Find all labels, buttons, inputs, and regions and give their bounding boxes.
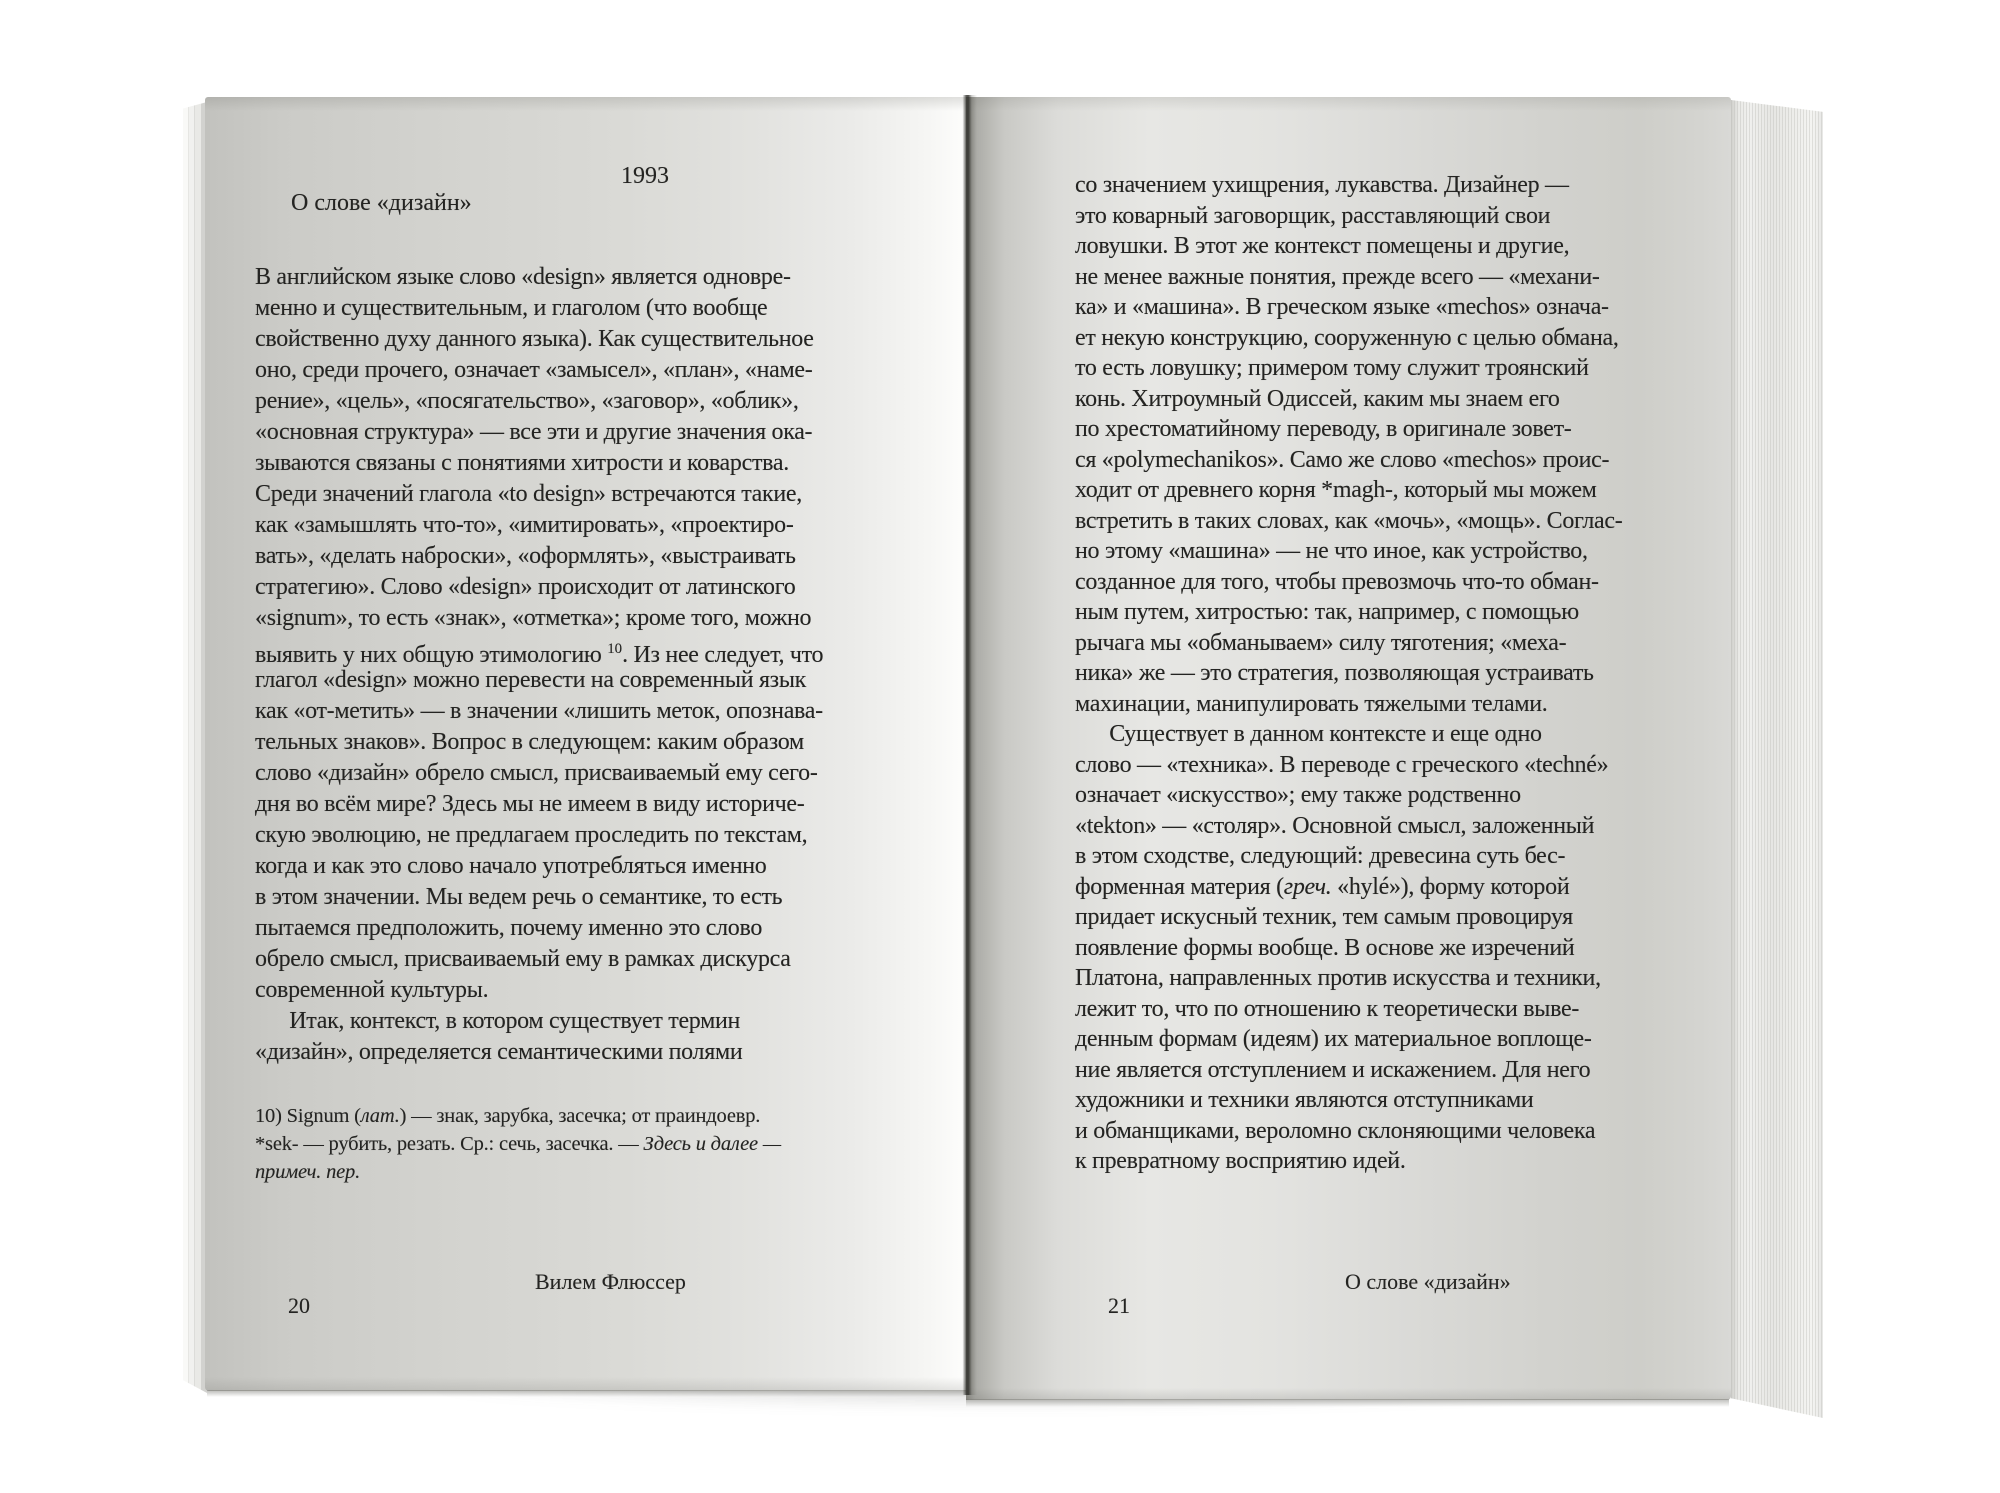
footnote-line: примеч. пер. — [255, 1161, 361, 1183]
text-line: когда и как это слово начало употребляться именно — [255, 853, 767, 879]
text-line: в этом значении. Мы ведем речь о семантике, то есть — [255, 884, 783, 910]
text-line: дня во всём мире? Здесь мы не имеем в виду историче- — [255, 791, 805, 817]
text-line: но этому «машина» — не что иное, как устройство, — [1075, 538, 1588, 564]
page-stack-right-edge — [1731, 100, 1823, 1418]
footnote-line: *sek- — рубить, резать. Ср.: сечь, засечка. — Здесь и далее — — [255, 1133, 781, 1155]
text-line: «tekton» — «столяр». Основной смысл, заложенный — [1075, 812, 1595, 839]
text-line: Итак, контекст, в котором существует термин — [255, 1008, 741, 1034]
text-line: Платона, направленных против искусства и техники, — [1075, 965, 1601, 991]
text-line: ка» и «машина». В греческом языке «mechos» означа- — [1075, 294, 1609, 320]
text-line: зываются связаны с понятиями хитрости и коварства. — [255, 450, 789, 476]
text-line: ет некую конструкцию, сооруженную с целью обмана, — [1075, 324, 1619, 351]
text-line: тельных знаков». Вопрос в следующем: каким образом — [255, 729, 804, 755]
text-line: появление формы вообще. В основе же изречений — [1075, 934, 1575, 961]
text-line: обрело смысл, присваиваемый ему в рамках дискурса — [255, 946, 791, 972]
right-page — [966, 97, 1731, 1400]
page-number-left: 20 — [288, 1293, 310, 1318]
text-line: ходит от древнего корня *magh-, который мы можем — [1075, 477, 1597, 503]
text-line: «signum», то есть «знак», «отметка»; кроме того, можно — [255, 605, 812, 631]
text-line: стратегию». Слово «design» происходит от латинского — [255, 574, 796, 600]
text-line: ся «polymechanikos». Само же слово «mechos» проис- — [1075, 446, 1610, 473]
text-line: скую эволюцию, не предлагаем проследить по текстам, — [255, 822, 808, 848]
running-head-year: 1993 — [621, 163, 669, 189]
text-line: это коварный заговорщик, расставляющий свои — [1075, 202, 1551, 229]
text-line: оно, среди прочего, означает «замысел», «план», «наме- — [255, 357, 813, 383]
text-line: пытаемся предположить, почему именно это слово — [255, 915, 763, 941]
text-line: со значением ухищрения, лукавства. Дизайнер — — [1075, 172, 1569, 198]
text-line: выявить у них общую этимологию $^{10}$. Из нее следует, что — [255, 641, 824, 668]
text-line: означает «искусство»; ему также родственно — [1075, 782, 1521, 808]
right-page-footer — [1075, 1267, 1511, 1371]
page-number-right: 21 — [1108, 1293, 1130, 1318]
running-head-title: О слове «дизайн» — [291, 190, 472, 216]
text-line: рение», «цель», «посягательство», «заговор», «облик», — [255, 388, 799, 414]
text-line: вать», «делать наброски», «оформлять», «выстраивать — [255, 543, 796, 569]
text-line: глагол «design» можно перевести на современный язык — [255, 667, 807, 693]
text-line: В английском языке слово «design» является одновре- — [255, 264, 791, 290]
left-page-body-text — [255, 262, 823, 1068]
text-line: махинации, манипулировать тяжелыми телами. — [1075, 690, 1548, 717]
text-line: созданное для того, чтобы превозмочь что-то обман- — [1075, 568, 1599, 595]
text-line: «основная структура» — все эти и другие значения ока- — [255, 419, 813, 445]
footer-author: Вилем Флюссер — [535, 1269, 686, 1294]
text-line: придает искусный техник, тем самым провоцируя — [1075, 904, 1573, 930]
text-line: «дизайн», определяется семантическими полями — [255, 1039, 743, 1065]
text-line: Среди значений глагола «to design» встречаются такие, — [255, 481, 802, 507]
text-line: ловушки. В этот же контекст помещены и другие, — [1075, 233, 1570, 259]
text-line: как «замышлять что-то», «имитировать», «проектиро- — [255, 512, 794, 538]
text-line: рычага мы «обманываем» силу тяготения; «меха- — [1075, 629, 1567, 656]
text-line: как «от-метить» — в значении «лишить меток, опознава- — [255, 698, 823, 724]
footer-title: О слове «дизайн» — [1345, 1269, 1511, 1294]
text-line: ние является отступлением и искажением. Для него — [1075, 1056, 1591, 1083]
right-page-body-text — [1075, 170, 1622, 1177]
text-line: конь. Хитроумный Одиссей, каким мы знаем его — [1075, 385, 1560, 412]
text-line: по хрестоматийному переводу, в оригинале зовет- — [1075, 416, 1572, 442]
text-line: слово «дизайн» обрело смысл, присваиваемый ему сего- — [255, 760, 818, 786]
left-page-footnote — [255, 1102, 781, 1186]
text-line: к превратному восприятию идей. — [1075, 1148, 1406, 1174]
text-line: лежит то, что по отношению к теоретически выве- — [1075, 995, 1580, 1022]
text-line: свойственно духу данного языка). Как существительное — [255, 326, 814, 352]
text-line: денным формам (идеям) их материальное воплоще- — [1075, 1026, 1592, 1052]
text-line: современной культуры. — [255, 977, 489, 1003]
text-line: в этом сходстве, следующий: древесина суть бес- — [1075, 843, 1566, 869]
page-stack-left-edge — [183, 102, 207, 1393]
text-line: Существует в данном контексте и еще одно — [1075, 721, 1542, 747]
text-line: и обманщиками, вероломно склоняющими человека — [1075, 1117, 1596, 1144]
left-page — [205, 97, 966, 1391]
text-line: встретить в таких словах, как «мочь», «мощь». Соглас- — [1075, 507, 1623, 534]
running-head-row — [255, 163, 669, 271]
footnote-line: 10) Signum (лат.) — знак, зарубка, засечка; от праиндоевр. — [255, 1105, 761, 1127]
text-line: менно и существительным, и глаголом (что вообще — [255, 295, 768, 321]
text-line: то есть ловушку; примером тому служит троянский — [1075, 355, 1589, 381]
text-line: форменная материя (греч. «hylé»), форму которой — [1075, 873, 1570, 900]
text-line: ным путем, хитростью: так, например, с помощью — [1075, 599, 1579, 625]
text-line: слово — «техника». В переводе с греческого «techné» — [1075, 751, 1609, 778]
text-line: не менее важные понятия, прежде всего — «механи- — [1075, 263, 1600, 290]
left-page-footer — [255, 1267, 686, 1371]
text-line: художники и техники являются отступниками — [1075, 1087, 1534, 1113]
text-line: ника» же — это стратегия, позволяющая устраивать — [1075, 660, 1594, 686]
